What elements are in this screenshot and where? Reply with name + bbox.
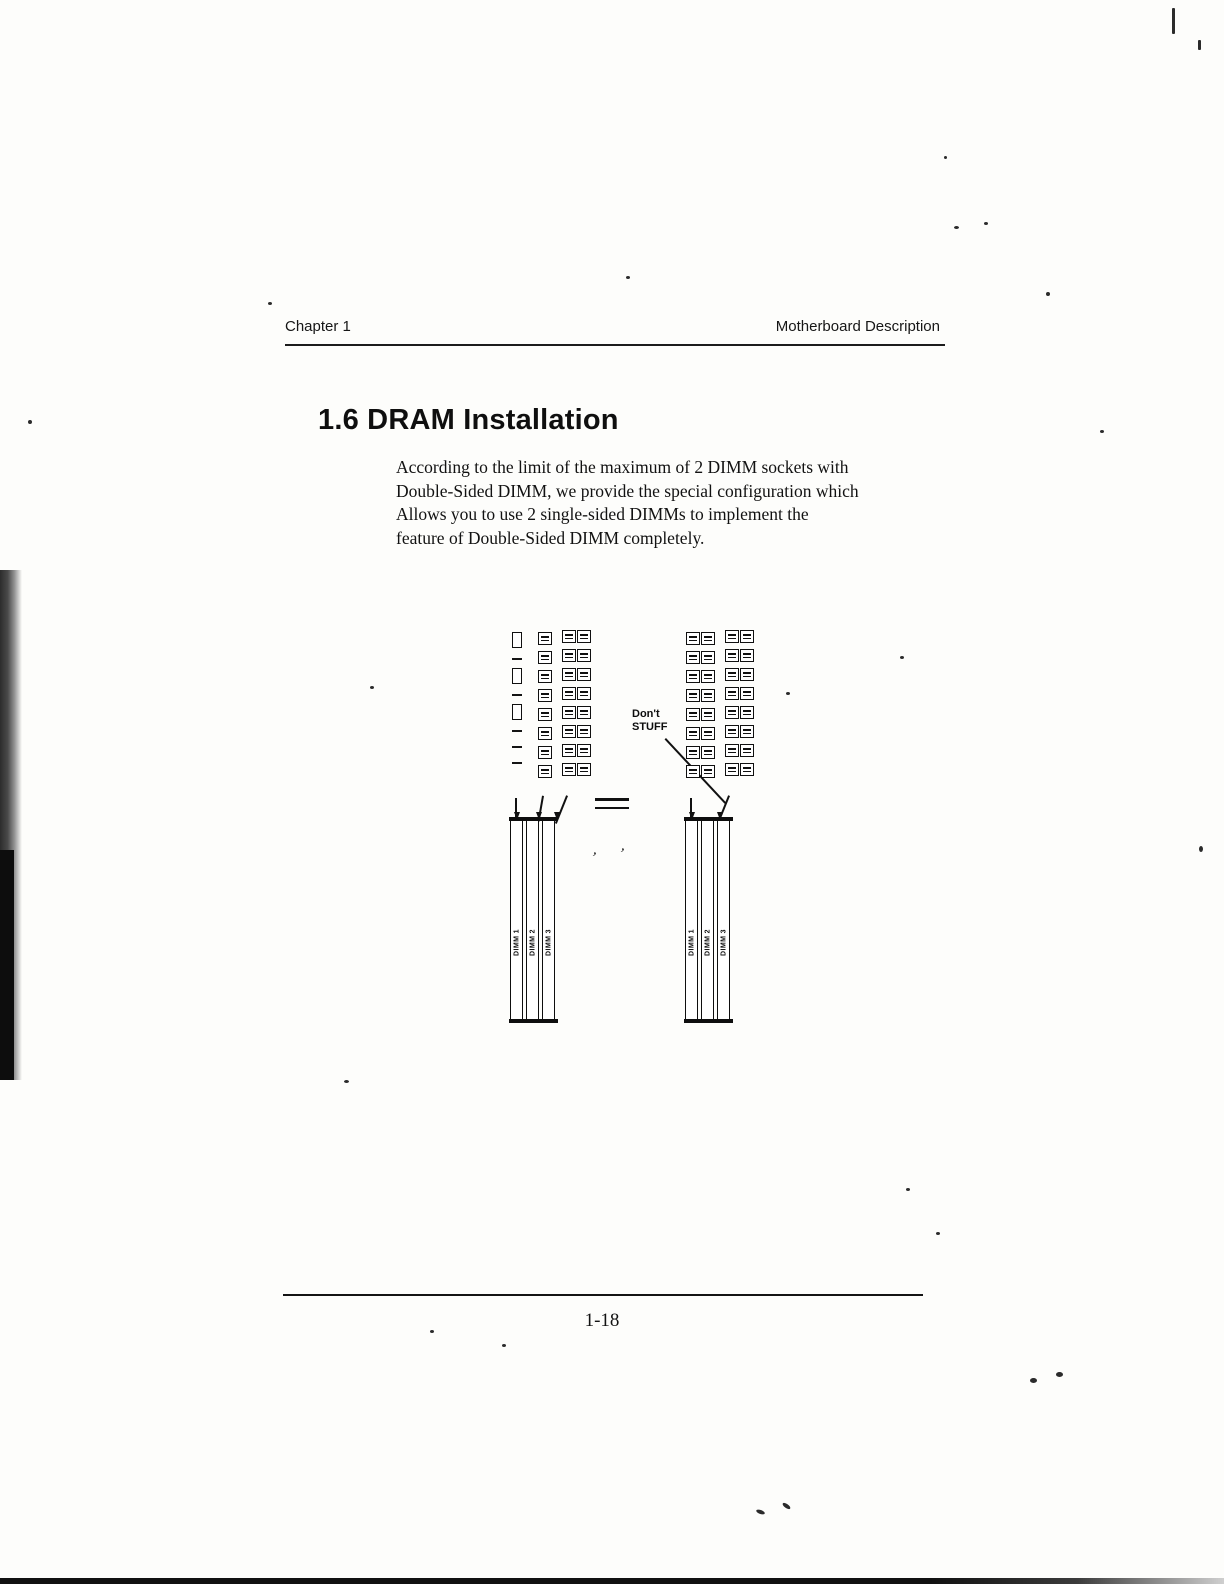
- scan-speck: [786, 692, 790, 695]
- dram-chip: [577, 725, 591, 738]
- scan-speck: [900, 656, 904, 659]
- scan-speck: [1046, 292, 1050, 296]
- dram-chip: [740, 706, 754, 719]
- dram-chip: [725, 668, 739, 681]
- socket-cap: [684, 817, 701, 821]
- socket-cap: [509, 1019, 526, 1023]
- dimm-socket-label: DIMM 1: [688, 929, 695, 956]
- scan-speck: [626, 276, 630, 279]
- dram-chip: [701, 651, 715, 664]
- dram-chip: [686, 632, 700, 645]
- page-number-text: 1-18: [584, 1310, 620, 1331]
- scan-speck: [1056, 1372, 1063, 1377]
- equals-symbol: [595, 798, 629, 815]
- dram-chip: [725, 649, 739, 662]
- socket-cap: [525, 817, 542, 821]
- dimm-socket-label: DIMM 2: [704, 929, 711, 956]
- page-title: 1.6 DRAM Installation: [318, 404, 619, 436]
- dram-chip: [740, 763, 754, 776]
- memory-module-left-a: [512, 630, 526, 790]
- dram-installation-figure: [470, 630, 770, 1050]
- scan-speck: [1198, 40, 1201, 50]
- dram-chip: [562, 744, 576, 757]
- dram-chip: [701, 670, 715, 683]
- footer-divider: [283, 1294, 923, 1296]
- dram-chip: [577, 763, 591, 776]
- memory-module-right-a: [686, 632, 700, 792]
- dram-chip: [701, 689, 715, 702]
- dram-chip: [725, 763, 739, 776]
- scan-speck: [936, 1232, 940, 1235]
- scan-speck: [944, 156, 947, 159]
- dram-chip: [538, 632, 552, 645]
- scan-speck: [1199, 846, 1203, 852]
- scan-speck: [782, 1502, 792, 1510]
- dont-stuff-line2: STUFF: [632, 721, 668, 733]
- dram-chip: [577, 687, 591, 700]
- dimm-socket: [526, 820, 539, 1020]
- memory-module-right-b: [701, 632, 715, 792]
- dram-chip: [740, 649, 754, 662]
- dram-chip: [701, 746, 715, 759]
- dram-chip: [538, 651, 552, 664]
- dimm-socket: [685, 820, 698, 1020]
- scan-speck: [1030, 1378, 1037, 1383]
- dimm-socket: [717, 820, 730, 1020]
- module-stripe: [512, 694, 522, 696]
- scan-speck: [756, 1509, 766, 1516]
- dram-chip: [686, 651, 700, 664]
- memory-module-right-d: [740, 630, 754, 792]
- dram-chip: [686, 765, 700, 778]
- memory-module-left-c: [562, 630, 576, 792]
- dram-chip: [740, 668, 754, 681]
- dram-chip: [538, 746, 552, 759]
- socket-cap: [525, 1019, 542, 1023]
- body-line: feature of Double-Sided DIMM completely.: [396, 527, 705, 548]
- header-chapter-label: Chapter 1: [285, 318, 351, 335]
- dram-chip: [577, 649, 591, 662]
- socket-cap: [716, 1019, 733, 1023]
- module-stripe: [512, 746, 522, 748]
- dram-chip: [725, 630, 739, 643]
- dram-chip: [538, 689, 552, 702]
- module-stripe: [512, 658, 522, 660]
- scan-speck: [28, 420, 32, 424]
- dram-chip: [512, 668, 522, 684]
- dram-chip: [740, 687, 754, 700]
- dram-chip: [701, 708, 715, 721]
- dram-chip: [740, 744, 754, 757]
- dram-chip: [538, 708, 552, 721]
- dram-chip: [725, 706, 739, 719]
- scan-speck: [906, 1188, 910, 1191]
- dram-chip: [701, 632, 715, 645]
- dram-chip: [577, 744, 591, 757]
- module-stripe: [512, 762, 522, 764]
- dram-chip: [686, 746, 700, 759]
- dram-chip: [538, 670, 552, 683]
- scan-speck: [984, 222, 988, 225]
- scan-artifact-bottom-edge: [0, 1578, 1224, 1584]
- dimm-socket-label: DIMM 3: [720, 929, 727, 956]
- dram-chip: [512, 704, 522, 720]
- dram-chip: [701, 727, 715, 740]
- scan-speck: [1172, 8, 1175, 34]
- socket-cap: [684, 1019, 701, 1023]
- module-stripe: [512, 730, 522, 732]
- page-number: [0, 1310, 1224, 1332]
- scan-artifact-left-edge-dark: [0, 850, 14, 1080]
- scan-speck: [370, 686, 374, 689]
- figure-tick-mark: ,: [591, 841, 601, 859]
- dram-chip: [577, 630, 591, 643]
- dram-chip: [686, 670, 700, 683]
- memory-module-left-d: [577, 630, 591, 792]
- dimm-socket-label: DIMM 1: [513, 929, 520, 956]
- socket-cap: [700, 1019, 717, 1023]
- figure-tick-mark: ,: [619, 837, 629, 855]
- dimm-socket-label: DIMM 3: [545, 929, 552, 956]
- dimm-socket: [510, 820, 523, 1020]
- dram-chip: [701, 765, 715, 778]
- dram-chip: [686, 708, 700, 721]
- scan-speck: [954, 226, 959, 229]
- scan-speck: [268, 302, 272, 305]
- dimm-socket-label: DIMM 2: [529, 929, 536, 956]
- dram-chip: [562, 649, 576, 662]
- dram-chip: [740, 725, 754, 738]
- socket-cap: [541, 817, 558, 821]
- socket-cap: [716, 817, 733, 821]
- scan-speck: [344, 1080, 349, 1083]
- dimm-socket: [542, 820, 555, 1020]
- dram-chip: [512, 632, 522, 648]
- memory-module-left-b: [538, 632, 552, 792]
- scan-speck: [1100, 430, 1104, 433]
- dram-chip: [725, 725, 739, 738]
- dram-chip: [686, 689, 700, 702]
- socket-cap: [700, 817, 717, 821]
- dram-chip: [740, 630, 754, 643]
- dram-chip: [562, 668, 576, 681]
- dram-chip: [725, 744, 739, 757]
- dimm-socket: [701, 820, 714, 1020]
- dram-chip: [538, 727, 552, 740]
- dram-chip: [686, 727, 700, 740]
- body-paragraph: [396, 456, 936, 550]
- dram-chip: [725, 687, 739, 700]
- dram-chip: [538, 765, 552, 778]
- body-line: Allows you to use 2 single-sided DIMMs to implement the: [396, 504, 809, 524]
- dram-chip: [562, 687, 576, 700]
- dram-chip: [562, 725, 576, 738]
- dram-chip: [562, 630, 576, 643]
- dram-chip: [577, 706, 591, 719]
- body-line: Double-Sided DIMM, we provide the special configuration which: [396, 480, 859, 501]
- scan-speck: [502, 1344, 506, 1347]
- dont-stuff-note: [632, 708, 667, 734]
- dram-chip: [577, 668, 591, 681]
- dram-chip: [562, 763, 576, 776]
- header-section-label: Motherboard Description: [775, 318, 940, 335]
- socket-cap: [509, 817, 526, 821]
- header-divider: [285, 344, 945, 346]
- dont-stuff-line1: Don't: [632, 708, 660, 720]
- body-line: According to the limit of the maximum of 2 DIMM sockets with: [396, 457, 849, 477]
- socket-cap: [541, 1019, 558, 1023]
- dram-chip: [562, 706, 576, 719]
- memory-module-right-c: [725, 630, 739, 792]
